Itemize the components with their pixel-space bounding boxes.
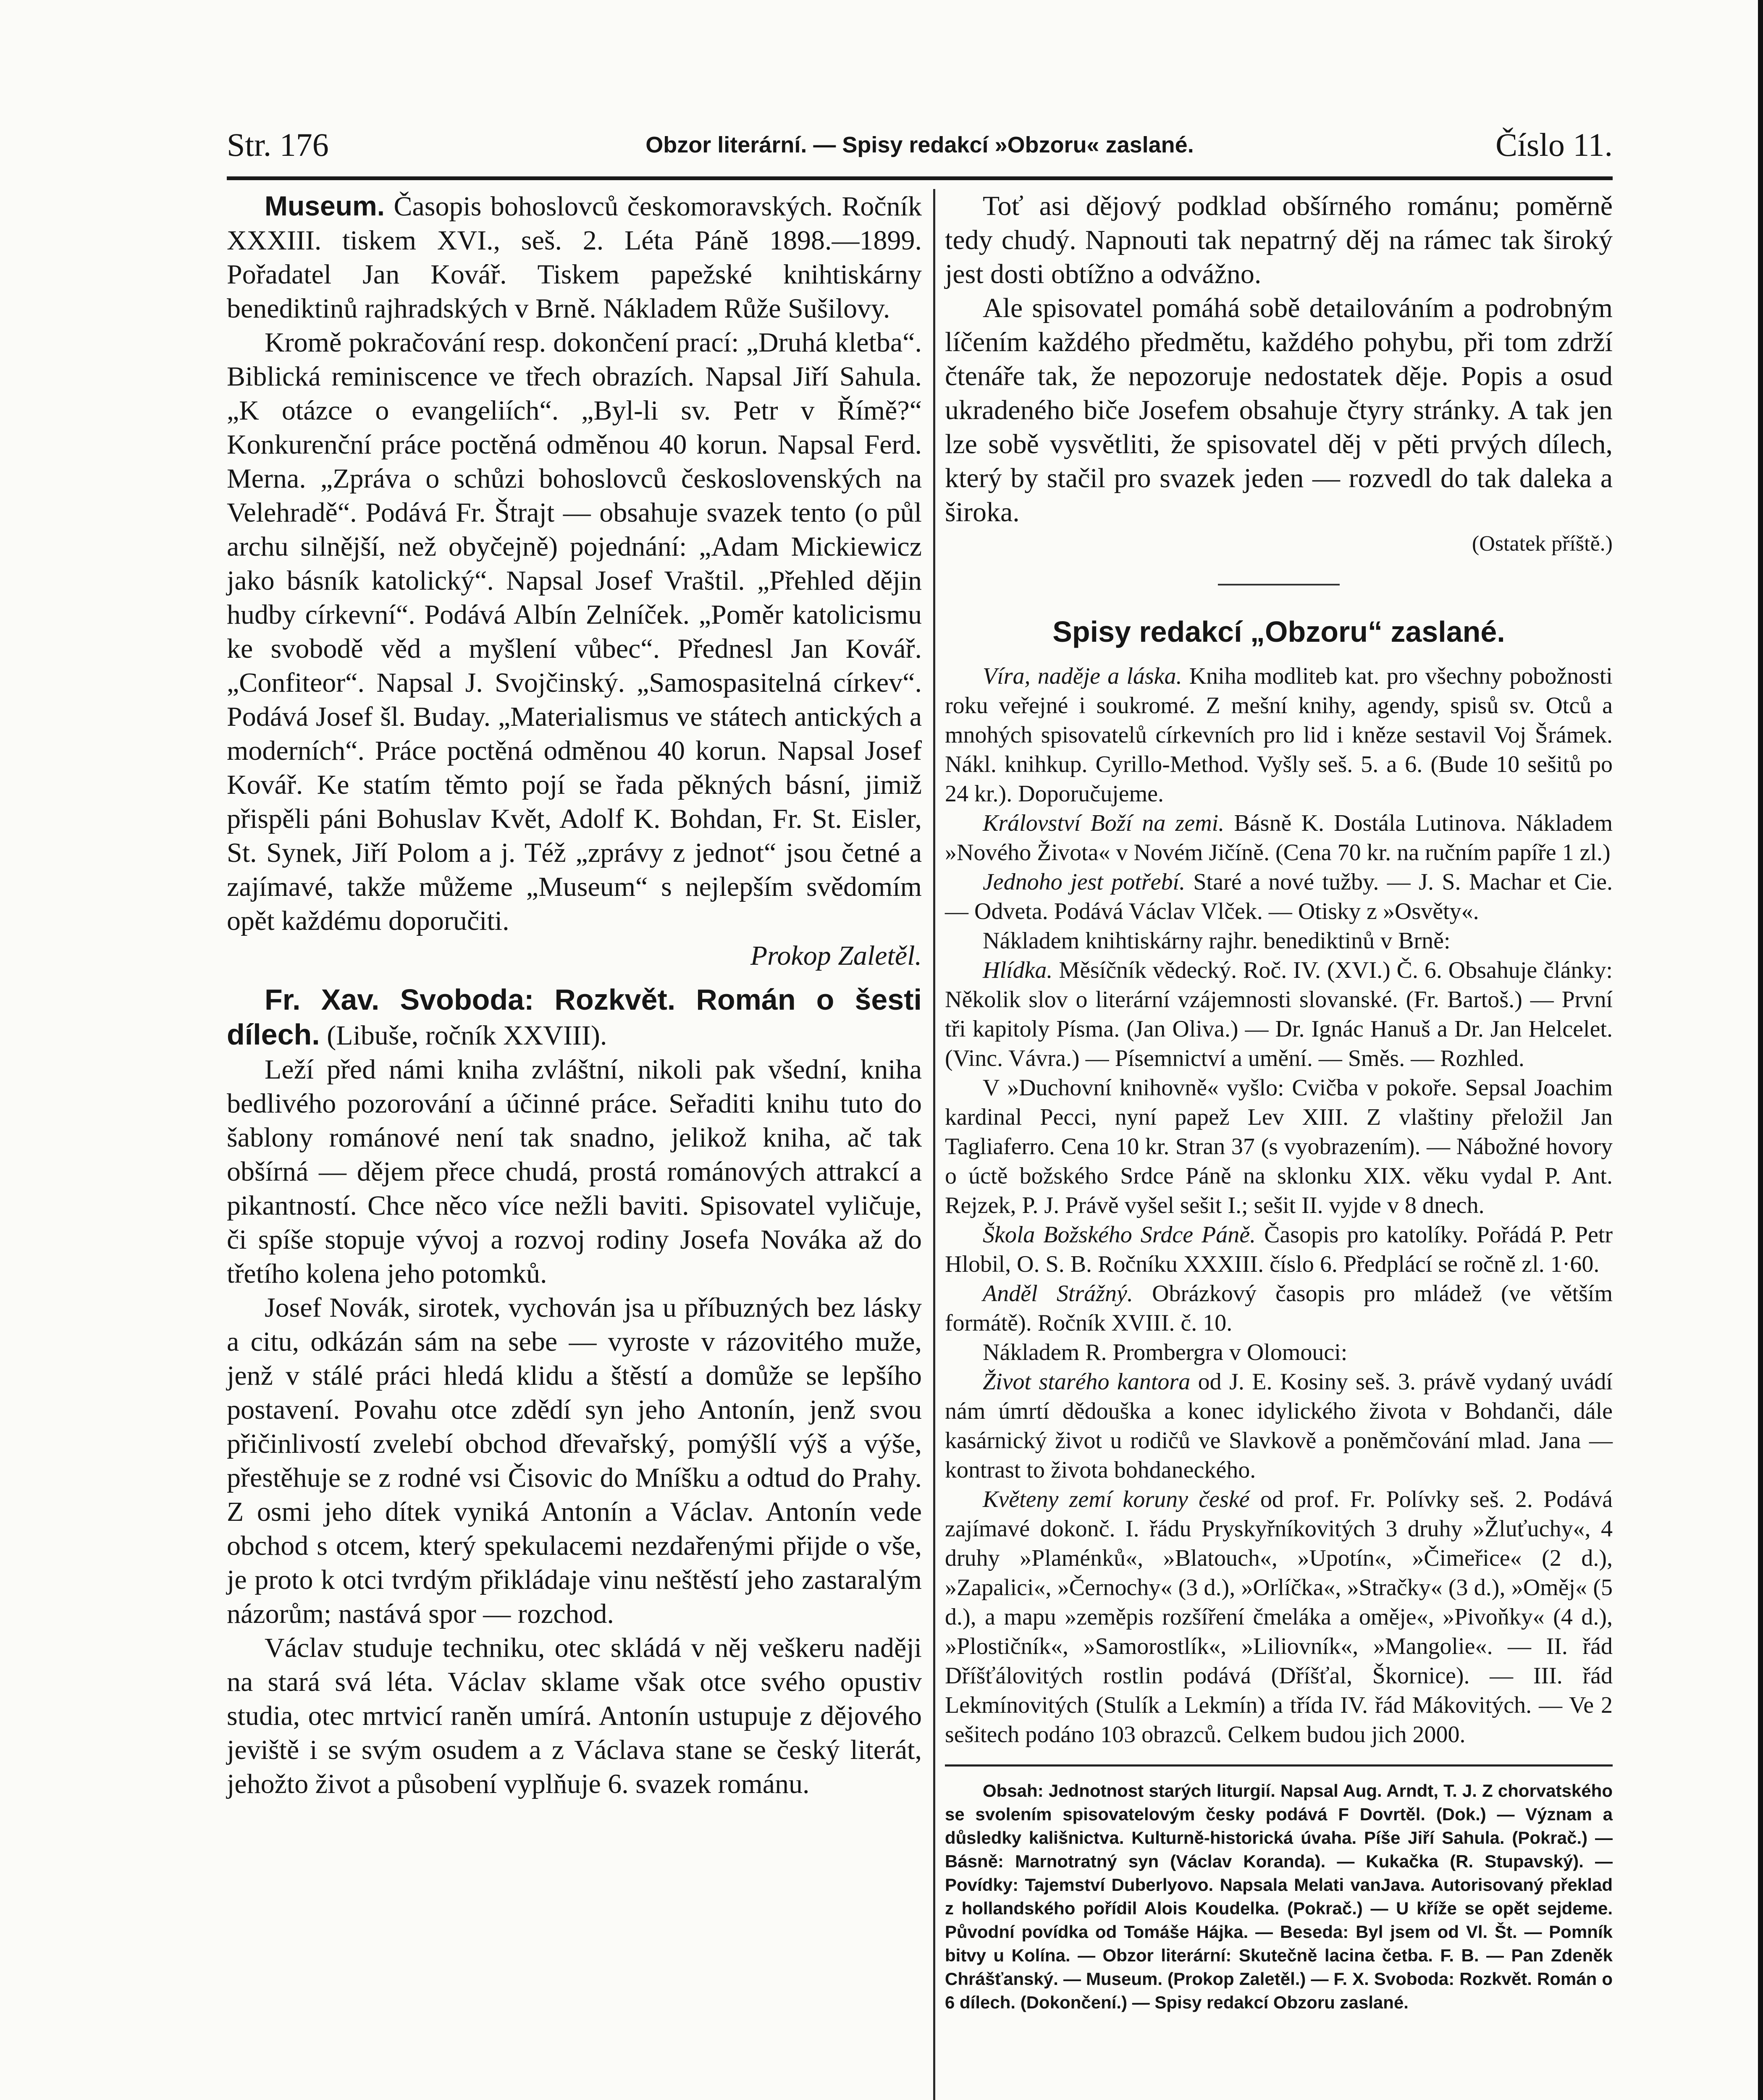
left-column xyxy=(227,189,922,1801)
svoboda-paragraph-2: Josef Novák, sirotek, vychován jsa u příbuzných bez lásky a citu, odkázán sám na sebe — vyroste v rázovitého muže, jenž v stálé práci hledá klidu a štěstí a domůže se lepšího postavení. Povahu otce zdědí syn jeho Antonín, jenž svou přičinlivostí zvelebí obchod dřevařský, pomýšlí výš a výše, přestěhuje se z rodné vsi Čisovic do Mníšku a odtud do Prahy. Z osmi jeho dítek vyniká Antonín a Václav. Antonín vede obchod s otcem, který spekulacemi nezdařenými přijde o vše, je proto k otci tvrdým přikládaje vinu neštěstí jeho zastaralým názorům; nastává spor — rozchod. xyxy=(227,1292,922,1629)
svoboda-title: Fr. Xav. Svoboda: Rozkvět. Román o šesti dílech. xyxy=(227,983,922,1051)
entry-text: Nákladem knihtiskárny rajhr. benediktinů v Brně: xyxy=(983,928,1451,954)
spisy-entry xyxy=(945,1220,1613,1279)
page-header xyxy=(227,126,1613,176)
contents-label: Obsah: xyxy=(983,1781,1044,1801)
svoboda-paragraph-5: Ale spisovatel pomáhá sobě detailováním a podrobným líčením každého předmětu, každého pohybu, při tom zdrží čtenáře tak, že nepozoruje nedostatek děje. Popis a osud ukradeného biče Josefem obsahuje čtyry stránky. A tak jen lze sobě vysvětliti, že spisovatel děj v pěti prvých dílech, který by stačil pro svazek jeden — rozvedl do tak daleka a široka. xyxy=(945,293,1613,528)
section-rule xyxy=(1218,584,1340,585)
entry-text: V »Duchovní knihovně« vyšlo: Cvičba v pokoře. Sepsal Joachim kardinal Pecci, nyní papež Lev XIII. Z vlaštiny přeložil Jan Tagliaferro. Cena 10 kr. Stran 37 (s vyobrazením). — Nábožné hovory o úctě božského Srdce Páně na sklonku XIX. věku vydal P. Ant. Rejzek, P. J. Právě vyšel sešit I.; sešit II. vyjde v 8 dnech. xyxy=(945,1075,1613,1218)
museum-title: Museum. xyxy=(265,190,385,221)
spisy-entry xyxy=(945,1367,1613,1485)
museum-intro xyxy=(227,189,922,326)
spisy-entry xyxy=(945,867,1613,926)
museum-signature: Prokop Zaletěl. xyxy=(750,940,922,971)
issue-number: Číslo 11. xyxy=(1495,126,1613,163)
spisy-entry xyxy=(945,1279,1613,1338)
scan-edge xyxy=(1758,0,1763,2100)
entry-text: Kniha modliteb kat. pro všechny pobožnosti roku veřejné i soukromé. Z mešní knihy, agendy, spisů sv. Otců a mnohých spisovatelů církevních pro lid i kněze sestavil Voj Šrámek. Nákl. knihkup. Cyrillo-Method. Vyšly seš. 5. a 6. (Bude 10 sešitů po 24 kr.). Doporučujeme. xyxy=(945,663,1613,807)
entry-title: Víra, naděje a láska. xyxy=(983,663,1182,689)
entry-title: Život starého kantora xyxy=(983,1369,1191,1395)
entry-text: od J. E. Kosiny seš. 3. právě vydaný uvádí nám úmrtí dědouška a konec idylického života v Bohdanči, dále kasárnický život u rodičů ve Slavkově a poněmčování mlad. Jana — kontrast to života bohdaneckého. xyxy=(945,1369,1613,1483)
entry-text: Staré a nové tužby. — J. S. Machar et Cie. — Odveta. Podává Václav Vlček. — Otisky z »Osvěty«. xyxy=(945,869,1613,924)
entry-text: Básně K. Dostála Lutinova. Nákladem »Nového Života« v Novém Jičíně. (Cena 70 kr. na ručním papíře 1 zl.) xyxy=(945,810,1613,866)
entry-title: Květeny zemí koruny české xyxy=(983,1486,1250,1512)
spisy-entry xyxy=(945,956,1613,1073)
entry-title: Anděl Strážný. xyxy=(983,1281,1133,1307)
continued-note: (Ostatek příště.) xyxy=(1472,532,1613,556)
svoboda-paragraph-1: Leží před námi kniha zvláštní, nikoli pak všední, kniha bedlivého pozorování a účinné práce. Seřaditi knihu tuto do šablony románové není tak snadno, jelikož kniha, ač tak obšírná — dějem přece chudá, prostá románových attrakcí a pikantností. Chce něco více nežli baviti. Spisovatel vyličuje, či spíše stopuje vývoj a rozvoj rodiny Josefa Nováka až do třetího kolena jeho potomků. xyxy=(227,1054,922,1289)
svoboda-source: (Libuše, ročník XXVIII). xyxy=(327,1020,607,1051)
entry-text: Měsíčník vědecký. Roč. IV. (XVI.) Č. 6. Obsahuje články: Několik slov o literární vzájemnosti slovanské. (Fr. Bartoš.) — První tři kapitoly Písma. (Jan Oliva.) — Dr. Ignác Hanuš a Dr. Jan Helcelet. (Vinc. Vávra.) — Písemnictví a umění. — Směs. — Rozhled. xyxy=(945,957,1613,1071)
svoboda-paragraph-4: Toť asi dějový podklad obšírného románu; poměrně tedy chudý. Napnouti tak nepatrný děj na rámec tak široký jest dosti obtížno a odvážno. xyxy=(945,191,1613,289)
header-rule xyxy=(227,176,1613,180)
page-number: Str. 176 xyxy=(227,126,329,163)
entry-text: Obrázkový časopis pro mládež (ve větším formátě). Ročník XVIII. č. 10. xyxy=(945,1281,1613,1336)
entry-title: Škola Božského Srdce Páně. xyxy=(983,1222,1256,1248)
column-divider xyxy=(933,189,935,2100)
contents-rule xyxy=(945,1764,1613,1767)
spisy-entry xyxy=(945,926,1613,956)
contents-block xyxy=(945,1779,1613,2014)
entry-title: Hlídka. xyxy=(983,957,1053,983)
entry-text: Časopis pro katolíky. Pořádá P. Petr Hlobil, O. S. B. Ročníku XXXIII. číslo 6. Předplácí se ročně zl. 1·60. xyxy=(945,1222,1613,1277)
spisy-entry xyxy=(945,1073,1613,1220)
spisy-heading: Spisy redakcí „Obzoru“ zaslané. xyxy=(1052,615,1505,648)
spisy-entry xyxy=(945,1485,1613,1749)
svoboda-heading xyxy=(227,983,922,1053)
entry-title: Království Boží na zemi. xyxy=(983,810,1225,836)
spisy-entry xyxy=(945,808,1613,867)
museum-body: Kromě pokračování resp. dokončení prací: „Druhá kletba“. Biblická reminiscence ve třech obrazích. Napsal Jiří Sahula. „K otázce o evangeliích“. „Byl-li sv. Petr v Římě?“ Konkurenční práce poctěná odměnou 40 korun. Napsal Ferd. Merna. „Zpráva o schůzi bohoslovců československých na Velehradě“. Podává Fr. Štrajt — obsahuje svazek tento (o půl archu silnější, než obyčejně) pojednání: „Adam Mickiewicz jako básník katolický“. Napsal Josef Vraštil. „Přehled dějin hudby církevní“. Podává Albín Zelníček. „Poměr katolicismu ke svobodě věd a myšlení vůbec“. Přednesl Jan Kovář. „Confiteor“. Napsal J. Svojčinský. „Samospasitelná církev“. Podává Josef šl. Buday. „Materialismus ve státech antických a moderních“. Práce poctěná odměnou 40 korun. Napsal Josef Kovář. Ke statím těmto pojí se řada pěkných básní, jimiž přispěli páni Bohuslav Květ, Adolf K. Bohdan, Fr. St. Eisler, St. Synek, Jiří Polom a j. Též „zprávy z jednot“ jsou četné a zajímavé, takže můžeme „Museum“ s nejlepším svědomím opět každému doporučiti. xyxy=(227,327,922,936)
entry-title: Jednoho jest potřebí. xyxy=(983,869,1186,895)
entry-text: Nákladem R. Prombergra v Olomouci: xyxy=(983,1339,1348,1365)
museum-intro-text: Časopis bohoslovců českomoravských. Ročník XXXIII. tiskem XVI., seš. 2. Léta Páně 1898.—1899. Pořadatel Jan Kovář. Tiskem papežské knihtiskárny benediktinů rajhradských v Brně. Nákladem Růže Sušilovy. xyxy=(227,191,922,324)
spisy-entry xyxy=(945,1338,1613,1367)
right-column xyxy=(945,189,1613,2014)
svoboda-paragraph-3: Václav studuje techniku, otec skládá v něj veškeru naději na stará svá léta. Václav sklame však otce svého opustiv studia, otec mrtvicí raněn umírá. Antonín ustupuje z dějového jeviště i se svým osudem a z Václava stane se český literát, jehožto život a působení vyplňuje 6. svazek románu. xyxy=(227,1633,922,1799)
spisy-entry xyxy=(945,662,1613,808)
running-title: Obzor literární. — Spisy redakcí »Obzoru« zaslané. xyxy=(645,132,1194,158)
contents-text: Jednotnost starých liturgií. Napsal Aug. Arndt, T. J. Z chorvatského se svolením spisovatelovým česky podává F Dovrtěl. (Dok.) — Význam a důsledky kališnictva. Kulturně-historická úvaha. Píše Jiří Sahula. (Pokrač.) — Básně: Marnotratný syn (Václav Koranda). — Kukačka (R. Stupavský). — Povídky: Tajemství Duberlyovo. Napsala Melati vanJava. Autorisovaný překlad z hollandského pořídil Alois Koudelka. (Pokrač.) — U kříže se opět sejdeme. Původní povídka od Tomáše Hájka. — Beseda: Byl jsem od Vl. Št. — Pomník bitvy u Kolína. — Obzor literární: Skutečně lacina četba. F. B. — Pan Zdeněk Chrášťanský. — Museum. (Prokop Zaletěl.) — F. X. Svoboda: Rozkvět. Román o 6 dílech. (Dokončení.) — Spisy redakcí Obzoru zaslané. xyxy=(945,1781,1613,2012)
entry-text: od prof. Fr. Polívky seš. 2. Podává zajímavé dokonč. I. řádu Pryskyřníkovitých 3 druhy »Žluťuchy«, 4 druhy »Plaménků«, »Blatouch«, »Upotín«, »Čimeřice« (2 d.), »Zapalici«, »Černochy« (3 d.), »Orlíčka«, »Stračky« (3 d.), »Oměj« (5 d.), a mapu »zeměpis rozšíření čmeláka a oměje«, »Pivoňky« (4 d.), »Plostičník«, »Samorostlík«, »Liliovník«, »Mangolie«. — II. řád Dříšťálovitých rostlin podává (Dříšťal, Škornice). — III. řád Lekmínovitých (Stulík a Lekmín) a třída IV. řád Mákovitých. — Ve 2 sešitech podáno 103 obrazců. Celkem budou jich 2000. xyxy=(945,1486,1613,1748)
